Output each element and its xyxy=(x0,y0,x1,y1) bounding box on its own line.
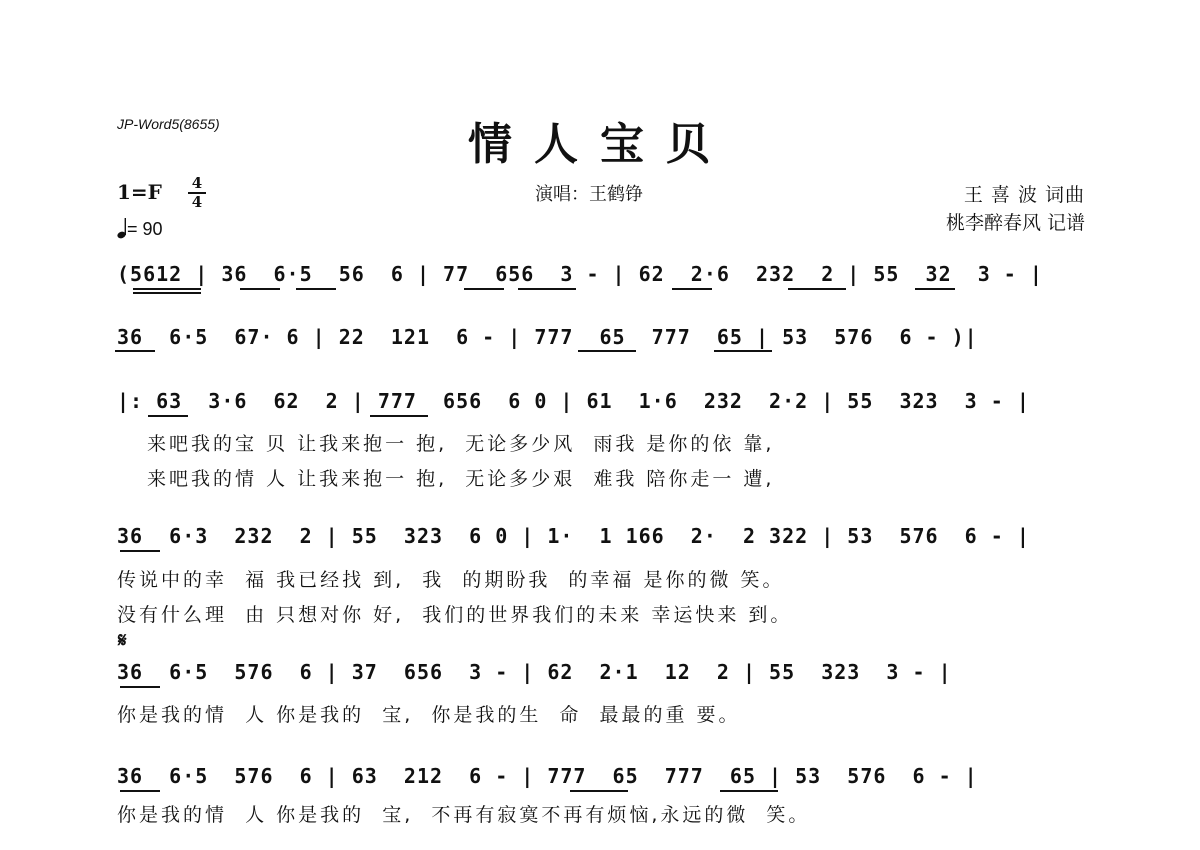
beam-line xyxy=(370,415,428,417)
beam-line xyxy=(120,550,160,552)
lyric-line-5a: 你是我的情 人 你是我的 宝, 你是我的生 命 最最的重 要。 xyxy=(117,704,741,726)
time-signature-bottom: 4 xyxy=(191,193,203,211)
segno-sign: 𝄋 xyxy=(118,628,127,652)
beam-line xyxy=(915,288,955,290)
beam-line xyxy=(672,288,712,290)
lyric-line-4b: 没有什么理 由 只想对你 好, 我们的世界我们的未来 幸运快来 到。 xyxy=(117,604,793,626)
beam-line xyxy=(720,790,778,792)
performer-credit: 演唱：王鹤铮 xyxy=(535,184,643,205)
score-system-1: (5612 | 36 6·5 56 6 | 77 656 3 - | 62 2·6 232 2 | 55 32 3 - | xyxy=(117,262,1043,286)
beam-line xyxy=(714,350,772,352)
tempo-marking xyxy=(117,217,163,240)
beam-line xyxy=(120,790,160,792)
beam-line xyxy=(578,350,636,352)
beam-line xyxy=(133,288,201,290)
beam-line xyxy=(296,288,336,290)
app-label: JP-Word5(8655) xyxy=(117,116,220,132)
score-system-2: 36 6·5 67· 6 | 22 121 6 - | 777 65 777 65 | 53 576 6 - )| xyxy=(117,325,978,349)
key-signature: 1=F xyxy=(117,180,162,204)
lyric-line-6a: 你是我的情 人 你是我的 宝, 不再有寂寞不再有烦恼,永远的微 笑。 xyxy=(117,804,811,826)
score-system-4: 36 6·3 232 2 | 55 323 6 0 | 1· 1 166 2· 2 322 | 53 576 6 - | xyxy=(117,524,1030,548)
score-system-3: |: 63 3·6 62 2 | 777 656 6 0 | 61 1·6 232 2·2 | 55 323 3 - | xyxy=(117,389,1030,413)
beam-line xyxy=(133,292,201,294)
time-signature-top: 4 xyxy=(191,174,203,192)
lyric-line-3a: 来吧我的宝 贝 让我来抱一 抱, 无论多少风 雨我 是你的依 靠, xyxy=(147,433,775,455)
beam-line xyxy=(120,686,160,688)
beam-line xyxy=(148,415,188,417)
lyricist-composer-credit: 王 喜 波 词曲 xyxy=(963,184,1085,206)
beam-line xyxy=(464,288,504,290)
score-system-6: 36 6·5 576 6 | 63 212 6 - | 777 65 777 65 | 53 576 6 - | xyxy=(117,764,978,788)
beam-line xyxy=(788,288,846,290)
lyric-line-3b: 来吧我的情 人 让我来抱一 抱, 无论多少艰 难我 陪你走一 遭, xyxy=(147,468,775,490)
quarter-note-icon xyxy=(117,217,127,239)
lyric-line-4a: 传说中的幸 福 我已经找 到, 我 的期盼我 的幸福 是你的微 笑。 xyxy=(117,569,785,591)
song-title: 情人宝贝 xyxy=(468,119,732,170)
beam-line xyxy=(115,350,155,352)
transcriber-credit: 桃李醉春风 记谱 xyxy=(945,212,1085,234)
tempo-value: = 90 xyxy=(127,219,163,239)
beam-line xyxy=(518,288,576,290)
beam-line xyxy=(570,790,628,792)
score-system-5: 36 6·5 576 6 | 37 656 3 - | 62 2·1 12 2 | 55 323 3 - | xyxy=(117,660,952,684)
time-signature xyxy=(188,176,206,210)
beam-line xyxy=(240,288,280,290)
